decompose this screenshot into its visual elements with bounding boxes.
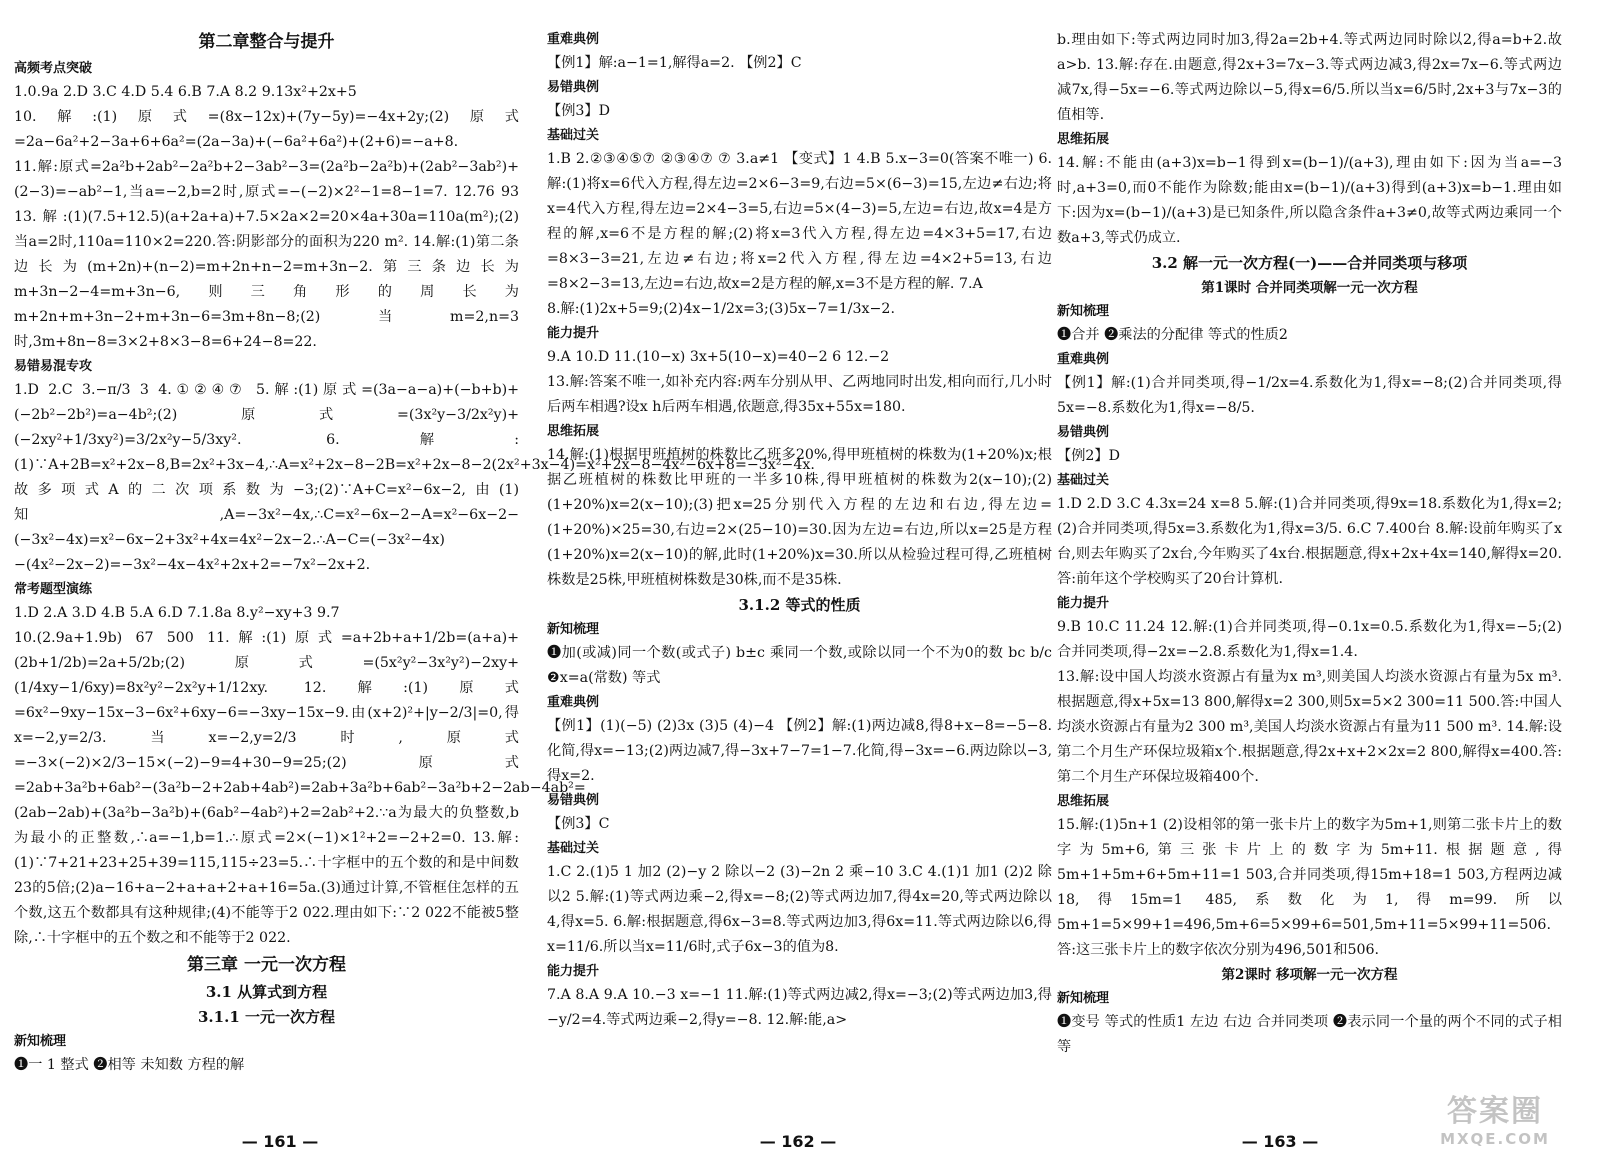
page-number-162: — 162 —: [759, 1132, 837, 1151]
section-label: 重难典例: [547, 695, 600, 710]
answer-paragraph: 13.解:设中国人均淡水资源占有量为x m³,则美国人均淡水资源占有量为5x m³.根据题意,得x+5x=13 800,解得x=2 300,则5x=5×2 300=11 500.答:中国人均淡水资源占有量为2 300 m³,美国人均淡水资源占有量为11 500 m³. 14.解:设第二个月生产环保垃圾箱x个.根据题意,得2x+x+2×2x=2 800,解得x=400.答:第二个月生产环保垃圾箱400个.: [1057, 669, 1562, 785]
answer-paragraph: ❶加(或减)同一个数(或式子) b±c 乘同一个数,或除以同一个不为0的数 bc b/c ❷x=a(常数) 等式: [547, 645, 1052, 686]
section-label: 易错典例: [547, 793, 600, 808]
page-number-163: — 163 —: [1241, 1132, 1319, 1151]
answer-paragraph: ❶变号 等式的性质1 左边 右边 合并同类项 ❷表示同一个量的两个不同的式子相等: [1057, 1014, 1562, 1055]
answer-paragraph: 【例1】解:(1)合并同类项,得−1/2x=4.系数化为1,得x=−8;(2)合并同类项,得5x=−8.系数化为1,得x=−8/5.: [1057, 375, 1562, 416]
section-3-1-2-title: 3.1.2 等式的性质: [738, 596, 861, 614]
answer-paragraph: 8.解:(1)2x+5=9;(2)4x−1/2x=3;(3)5x−7=1/3x−2.: [547, 301, 895, 317]
chapter-2-review-title: 第二章整合与提升: [198, 32, 335, 52]
section-label: 新知梳理: [1057, 991, 1110, 1006]
section-label: 基础过关: [547, 128, 600, 143]
section-label: 高频考点突破: [14, 61, 93, 76]
section-label: 新知梳理: [1057, 304, 1110, 319]
answer-paragraph: 10.解:(1)原式=(8x−12x)+(7y−5y)=−4x+2y;(2)原式=2a−6a²+2−3a+6+6a²=(2a−3a)+(−6a²+6a²)+(2+6)=−a+8.: [14, 109, 519, 150]
answer-paragraph: 【例3】D: [547, 103, 610, 119]
lesson-2-title: 第2课时 移项解一元一次方程: [1221, 967, 1398, 983]
answer-paragraph: 10.(2.9a+1.9b) 67 500 11.解:(1)原式=a+2b+a+1/2b=(a+a)+(2b+1/2b)=2a+5/2b;(2)原式=(5x²y²−3x²y²)−2xy+(1/4xy−1/6xy)=8x²y²−2x²y+1/12xy. 12.解:(1)原式=6x²−9xy−15x−3−6x²+6xy−6=−3xy−15x−9.由(x+2)²+|y−2/3|=0,得x=−2,y=2/3.当x=−2,y=2/3时,原式=−3×(−2)×2/3−15×(−2)−9=4+30−9=25;(2)原式=2ab+3a²b+6ab²−(3a²b−2+2ab+4ab²)=2ab+3a²b+6ab²−3a²b+2−2ab−4ab²=(2ab−2ab)+(3a²b−3a²b)+(6ab²−4ab²)+2=2ab²+2.∵a为最大的负整数,b为最小的正整数,∴a=−1,b=1.∴原式=2×(−1)×1²+2=−2+2=0. 13.解:(1)∵7+21+23+25+39=115,115÷23=5.∴十字框中的五个数的和是中间数23的5倍;(2)a−16+a−2+a+a+2+a+16=5a.(3)通过计算,不管框住怎样的五个数,这五个数都具有这种规律;(4)不能等于2 022.理由如下:∵2 022不能被5整除,∴十字框中的五个数之和不能等于2 022.: [14, 630, 586, 946]
section-label: 新知梳理: [547, 622, 600, 637]
answer-paragraph: 7.A 8.A 9.A 10.−3 x=−1 11.解:(1)等式两边减2,得x=−3;(2)等式两边加3,得−y/2=4.等式两边乘−2,得y=−8. 12.解:能,a>: [547, 987, 1052, 1028]
answer-paragraph: 1.D 2.D 3.C 4.3x=24 x=8 5.解:(1)合并同类项,得9x=18.系数化为1,得x=2;(2)合并同类项,得5x=3.系数化为1,得x=3/5. 6.C 7.400台 8.解:设前年购买了x台,则去年购买了2x台,今年购买了4x台.根据题意,得x+2x+4x=140,解得x=20.答:前年这个学校购买了20台计算机.: [1057, 496, 1562, 587]
section-3-1-title: 3.1 从算式到方程: [205, 983, 328, 1001]
answer-paragraph: b.理由如下:等式两边同时加3,得2a=2b+4.等式两边同时除以2,得a=b+2.故a>b. 13.解:存在.由题意,得2x+3=7x−3.等式两边减3,得2x=7x−6.等式两边减7x,得−5x=−6.等式两边除以−5,得x=6/5.所以当x=6/5时,2x+3与7x−3的值相等.: [1057, 32, 1562, 123]
page-number-161: — 161 —: [241, 1132, 319, 1151]
answer-paragraph: 1.C 2.(1)5 1 加2 (2)−y 2 除以−2 (3)−2n 2 乘−10 3.C 4.(1)1 加1 (2)2 除以2 5.解:(1)等式两边乘−2,得x=−8;(2)等式两边加7,得4x=20,等式两边除以4,得x=5. 6.解:根据题意,得6x−3=8.等式两边加3,得6x=11.等式两边除以6,得x=11/6.所以当x=11/6时,式子6x−3的值为8.: [547, 864, 1052, 955]
answer-paragraph: 【例3】C: [547, 816, 610, 832]
section-label: 能力提升: [547, 326, 600, 341]
answer-paragraph: 9.A 10.D 11.(10−x) 3x+5(10−x)=40−2 6 12.−2: [547, 349, 890, 365]
section-label: 易错典例: [1057, 425, 1110, 440]
answer-paragraph: 【例1】(1)(−5) (2)3x (3)5 (4)−4 【例2】解:(1)两边减8,得8+x−8=−5−8.化简,得x=−13;(2)两边减7,得−3x+7−7=1−7.化简,得−3x=−6.两边除以−3,得x=2.: [547, 718, 1052, 784]
section-3-2-title: 3.2 解一元一次方程(一)——合并同类项与移项: [1151, 254, 1468, 272]
answer-paragraph: 14.解:不能由(a+3)x=b−1得到x=(b−1)/(a+3),理由如下:因为当a=−3时,a+3=0,而0不能作为除数;能由x=(b−1)/(a+3)得到(a+3)x=b−1.理由如下:因为x=(b−1)/(a+3)是已知条件,所以隐含条件a+3≠0,故等式两边乘同一个数a+3,等式仍成立.: [1057, 155, 1562, 246]
chapter-3-title: 第三章 一元一次方程: [187, 955, 346, 975]
watermark-logo: [1420, 1095, 1570, 1153]
section-label: 思维拓展: [1057, 132, 1110, 147]
answer-paragraph: 【例1】解:a−1=1,解得a=2. 【例2】C: [547, 55, 802, 71]
answer-paragraph: 1.0.9a 2.D 3.C 4.D 5.4 6.B 7.A 8.2 9.13x²+2x+5: [14, 84, 357, 100]
section-label: 能力提升: [547, 964, 600, 979]
section-label: 易错典例: [547, 80, 600, 95]
section-label: 易错易混专攻: [14, 359, 93, 374]
answer-paragraph: 1.D 2.A 3.D 4.B 5.A 6.D 7.1.8a 8.y²−xy+3 9.7: [14, 605, 340, 621]
answer-paragraph: 1.B 2.②③④⑤⑦ ②③④⑦ ⑦ 3.a≠1 【变式】1 4.B 5.x−3=0(答案不唯一) 6.解:(1)将x=6代入方程,得左边=2×6−3=9,右边=5×(6−3)=15,左边≠右边;将x=4代入方程,得左边=2×4−3=5,右边=5×(4−3)=5,左边=右边,故x=4是方程的解,x=6不是方程的解;(2)将x=3代入方程,得左边=4×3+5=17,右边=8×3−3=21,左边≠右边;将x=2代入方程,得左边=4×2+5=13,右边=8×2−3=13,左边=右边,故x=2是方程的解,x=3不是方程的解. 7.A: [547, 151, 1052, 292]
answer-paragraph: 13.解:答案不唯一,如补充内容:两车分别从甲、乙两地同时出发,相向而行,几小时后两车相遇?设x h后两车相遇,依题意,得35x+55x=180.: [547, 374, 1052, 415]
section-label: 重难典例: [547, 32, 600, 47]
lesson-1-title: 第1课时 合并同类项解一元一次方程: [1201, 280, 1418, 296]
section-label: 基础过关: [1057, 473, 1110, 488]
answer-paragraph: ❶合并 ❷乘法的分配律 等式的性质2: [1057, 327, 1288, 343]
section-label: 思维拓展: [1057, 794, 1110, 809]
section-label: 常考题型演练: [14, 582, 93, 597]
section-label: 能力提升: [1057, 596, 1110, 611]
section-label: 新知梳理: [14, 1034, 67, 1049]
answer-paragraph: ❶一 1 整式 ❷相等 未知数 方程的解: [14, 1057, 245, 1073]
watermark-url: MXQE.COM: [1440, 1130, 1550, 1148]
section-label: 思维拓展: [547, 424, 600, 439]
watermark-logo-text: 答案圈: [1447, 1094, 1543, 1129]
answer-paragraph: 15.解:(1)5n+1 (2)设相邻的第一张卡片上的数字为5m+1,则第二张卡片上的数字为5m+6,第三张卡片上的数字为5m+11.根据题意,得5m+1+5m+6+5m+11=1 503,合并同类项,得15m+18=1 503,方程两边减18,得15m=1 485,系数化为1,得m=99.所以5m+1=5×99+1=496,5m+6=5×99+6=501,5m+11=5×99+11=506.答:这三张卡片上的数字依次分别为496,501和506.: [1057, 817, 1562, 958]
section-3-1-1-title: 3.1.1 一元一次方程: [198, 1008, 335, 1026]
answer-paragraph: 1.D 2.C 3.−π/3 3 4.①②④⑦ 5.解:(1)原式=(3a−a−a)+(−b+b)+(−2b²−2b²)=a−4b²;(2)原式=(3x²y−3/2x²y)+(−2xy²+1/3xy²)=3/2x²y−5/3xy². 6.解:(1)∵A+2B=x²+2x−8,B=2x²+3x−4,∴A=x²+2x−8−2B=x²+2x−8−2(2x²+3x−4)=x²+2x−8−4x²−6x+8=−3x²−4x.故多项式A的二次项系数为−3;(2)∵A+C=x²−6x−2,由(1)知,A=−3x²−4x,∴C=x²−6x−2−A=x²−6x−2−(−3x²−4x)=x²−6x−2+3x²+4x=4x²−2x−2.∴A−C=(−3x²−4x)−(4x²−2x−2)=−3x²−4x−4x²+2x+2=−7x²−2x+2.: [14, 382, 815, 573]
answer-paragraph: 【例2】D: [1057, 448, 1120, 464]
answer-paragraph: 11.解:原式=2a²b+2ab²−2a²b+2−3ab²−3=(2a²b−2a²b)+(2ab²−3ab²)+(2−3)=−ab²−1,当a=−2,b=2时,原式=−(−2)×2²−1=8−1=7. 12.76 93 13.解:(1)(7.5+12.5)(a+2a+a)+7.5×2a×2=20×4a+30a=110a(m²);(2)当a=2时,110a=110×2=220.答:阴影部分的面积为220 m². 14.解:(1)第二条边长为(m+2n)+(n−2)=m+2n+n−2=m+3n−2.第三条边长为m+3n−2−4=m+3n−6,则三角形的周长为m+2n+m+3n−2+m+3n−6=3m+8n−8;(2)当m=2,n=3时,3m+8n−8=3×2+8×3−8=6+24−8=22.: [14, 159, 519, 350]
page-163-column: [1057, 28, 1562, 1108]
section-label: 重难典例: [1057, 352, 1110, 367]
answer-paragraph: 9.B 10.C 11.24 12.解:(1)合并同类项,得−0.1x=0.5.系数化为1,得x=−5;(2)合并同类项,得−2x=−2.8.系数化为1,得x=1.4.: [1057, 619, 1562, 660]
page-162-column: [547, 28, 1052, 1108]
section-label: 基础过关: [547, 841, 600, 856]
answer-paragraph: 14.解:(1)根据甲班植树的株数比乙班多20%,得甲班植树的株数为(1+20%)x;根据乙班植树的株数比甲班的一半多10株,得甲班植树的株数为2(x−10);(2)(1+20%)x=2(x−10);(3)把x=25分别代入方程的左边和右边,得左边=(1+20%)×25=30,右边=2×(25−10)=30.因为左边=右边,所以x=25是方程(1+20%)x=2(x−10)的解,此时(1+20%)x=30.所以从检验过程可得,乙班植树株数是25株,甲班植树株数是30株,而不是35株.: [547, 447, 1052, 588]
